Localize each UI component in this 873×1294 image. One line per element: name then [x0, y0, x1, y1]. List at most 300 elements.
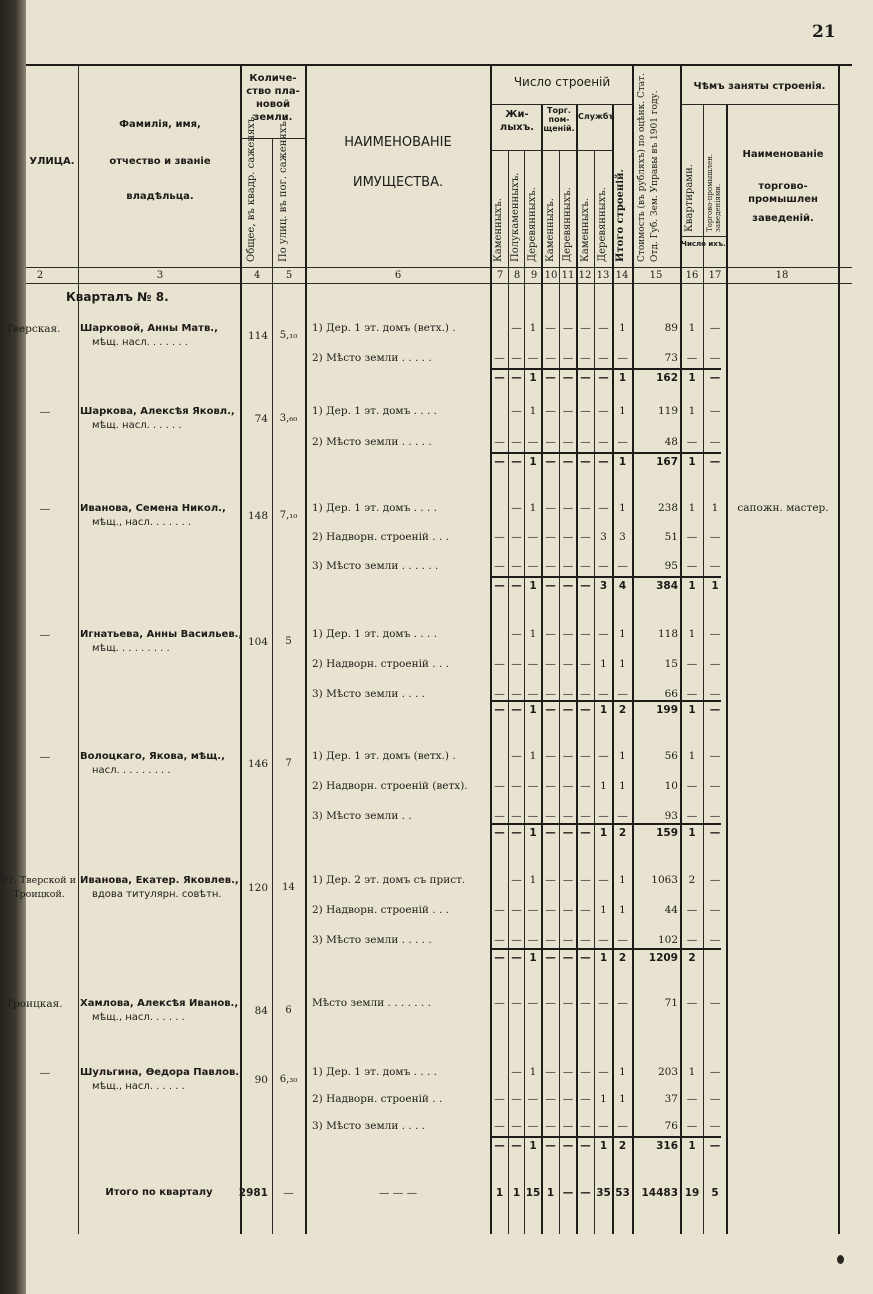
subtotal-count-cell: —	[545, 704, 556, 716]
subtotal-trade-count: —	[709, 704, 721, 716]
owner-land-street: 3,₆₀	[279, 413, 298, 424]
owner-status: насл. . . . . . . . .	[92, 765, 171, 776]
subtotal-count-cell: —	[545, 580, 556, 592]
apartments-count: —	[686, 934, 698, 946]
property-value: 66	[664, 688, 678, 700]
property-item: Мѣсто земли . . . . . . .	[312, 997, 431, 1009]
building-count-cell: —	[511, 780, 522, 792]
building-count-cell: 1	[619, 780, 626, 792]
header-col-wood: Деревянныхъ.	[527, 187, 538, 262]
building-count-cell: —	[511, 688, 522, 700]
subtotal-count-cell: —	[562, 372, 574, 384]
header-commercial: Торг. пом- щеній.	[543, 106, 575, 133]
colnum: 5	[285, 270, 293, 281]
total-property: — — —	[378, 1187, 418, 1199]
building-count-cell: —	[562, 904, 574, 916]
subtotal-count-cell: —	[580, 580, 591, 592]
subtotal-count-cell: —	[580, 1140, 591, 1152]
col-divider	[726, 104, 728, 1234]
property-item: 1) Дер. 1 эт. домъ (ветх.) .	[312, 322, 456, 334]
property-item: 2) Надворн. строеній . . .	[312, 531, 449, 543]
owner-status: вдова титулярн. совѣтн.	[92, 889, 222, 900]
apartments-count: —	[686, 352, 698, 364]
building-count-cell: —	[580, 1093, 591, 1105]
subtotal-count-cell: 1	[599, 1140, 608, 1152]
owner-land-street: 6,₃₀	[279, 1074, 298, 1085]
owner-land-total: 148	[247, 510, 268, 522]
building-count-cell: —	[617, 997, 628, 1009]
subtotal-count-cell: 1	[599, 952, 608, 964]
subtotal-count-cell: —	[580, 827, 591, 839]
subtotal-count-cell: —	[511, 580, 522, 592]
property-item: 1) Дер. 1 эт. домъ . . . .	[312, 628, 437, 640]
trade-count: —	[709, 874, 721, 886]
subtotal-count-cell: —	[545, 952, 556, 964]
building-count-cell: —	[494, 658, 505, 670]
building-count-cell: —	[527, 780, 539, 792]
building-count-cell: 1	[529, 322, 537, 334]
property-item: 1) Дер. 1 эт. домъ . . . .	[312, 405, 437, 417]
building-count-cell: —	[494, 560, 505, 572]
subtotal-count-cell: 1	[529, 952, 537, 964]
owner-status: мѣщ. насл. . . . . .	[92, 420, 182, 431]
subtotal-count-cell: —	[511, 704, 522, 716]
building-count-cell: —	[494, 436, 505, 448]
building-count-cell: —	[562, 560, 574, 572]
building-count-cell: —	[511, 1093, 522, 1105]
building-count-cell: —	[527, 904, 539, 916]
apartments-count: —	[686, 997, 698, 1009]
trade-count: —	[709, 810, 721, 822]
total-land: 2981	[238, 1187, 268, 1199]
building-count-cell: —	[511, 352, 522, 364]
property-value: 73	[664, 352, 678, 364]
building-count-cell: 1	[529, 405, 537, 417]
trade-count: —	[709, 436, 721, 448]
header-owner-line3: владѣльца.	[126, 191, 194, 202]
header-col-total: Итого строеній.	[615, 169, 626, 262]
colnum: 17	[708, 270, 722, 281]
building-count-cell: —	[580, 934, 591, 946]
building-count-cell: —	[545, 934, 556, 946]
header-occupied-group: Чѣмъ заняты строенія.	[693, 81, 826, 92]
total-count-cell: 53	[615, 1187, 630, 1199]
colnum: 14	[615, 270, 629, 281]
apartments-count: —	[686, 1120, 698, 1132]
owner-name: Иванова, Екатер. Яковлев.,	[80, 875, 239, 886]
apartments-count: —	[686, 688, 698, 700]
header-col-stone: Каменныхъ.	[580, 198, 591, 262]
building-count-cell: —	[580, 874, 591, 886]
subtotal-rule	[491, 1136, 721, 1138]
building-count-cell: —	[598, 810, 609, 822]
subtotal-rule	[491, 700, 721, 702]
col-divider	[838, 64, 840, 1234]
subtotal-count-cell: —	[562, 952, 574, 964]
building-count-cell: —	[617, 810, 628, 822]
header-owner-line2: отчество и званіе	[109, 156, 211, 167]
building-count-cell: —	[545, 1093, 556, 1105]
building-count-cell: —	[494, 531, 505, 543]
header-col-semistone: Полукаменныхъ.	[510, 172, 521, 262]
colnum: 13	[596, 270, 610, 281]
apartments-count: —	[686, 531, 698, 543]
subtotal-count-cell: —	[598, 372, 609, 384]
building-count-cell: —	[580, 1066, 591, 1078]
subtotal-count-cell: —	[545, 827, 556, 839]
property-item: 3) Мѣсто земли . . . . .	[312, 934, 432, 946]
owner-street: —	[39, 406, 51, 418]
block-title: Кварталъ № 8.	[66, 290, 169, 304]
subtotal-count-cell: —	[545, 1140, 556, 1152]
col-divider	[490, 64, 492, 1234]
building-count-cell: —	[562, 934, 574, 946]
owner-street: Троицкая.	[6, 998, 63, 1010]
building-count-cell: —	[527, 436, 539, 448]
owner-street: —	[39, 751, 51, 763]
header-bottom-rule	[26, 267, 852, 268]
subtotal-count-cell: —	[562, 704, 574, 716]
subtotal-apartments: 2	[688, 952, 696, 964]
subtotal-count-cell: —	[545, 372, 556, 384]
building-count-cell: —	[511, 997, 522, 1009]
building-count-cell: —	[545, 780, 556, 792]
building-count-cell: —	[598, 874, 609, 886]
building-count-cell: —	[580, 688, 591, 700]
subtotal-count-cell: —	[494, 704, 505, 716]
building-count-cell: —	[527, 1120, 539, 1132]
header-trade-establishments: Торгово-промышлен. заведеніями.	[706, 153, 722, 232]
trade-count: —	[709, 997, 721, 1009]
subtotal-count-cell: 3	[599, 580, 608, 592]
header-service: Службъ	[578, 112, 615, 121]
building-count-cell: 1	[600, 1093, 607, 1105]
apartments-count: —	[686, 658, 698, 670]
apartments-count: 1	[688, 750, 696, 762]
building-count-cell: —	[527, 531, 539, 543]
subtotal-count-cell: —	[580, 372, 591, 384]
building-count-cell: —	[598, 502, 609, 514]
trade-count: —	[709, 934, 721, 946]
owner-name: Шульгина, Ѳедора Павлов.,	[80, 1067, 243, 1078]
apartments-count: —	[686, 780, 698, 792]
building-count-cell: —	[598, 750, 609, 762]
building-count-cell: —	[562, 436, 574, 448]
subtotal-count-cell: —	[545, 456, 556, 468]
apartments-count: 2	[688, 874, 696, 886]
building-count-cell: —	[562, 874, 574, 886]
property-value: 1063	[651, 874, 678, 886]
colnum-bottom-rule	[26, 283, 852, 284]
building-count-cell: —	[511, 934, 522, 946]
building-count-cell: —	[580, 628, 591, 640]
subtotal-rule	[491, 823, 721, 825]
property-value: 71	[664, 997, 678, 1009]
property-value: 48	[664, 436, 678, 448]
subtotal-count-cell: —	[598, 456, 609, 468]
building-count-cell: —	[580, 352, 591, 364]
building-count-cell: —	[545, 560, 556, 572]
trade-count: —	[709, 322, 721, 334]
building-count-cell: —	[511, 874, 522, 886]
subtotal-count-cell: —	[494, 1140, 505, 1152]
building-count-cell: —	[545, 904, 556, 916]
subtotal-count-cell: 1	[529, 456, 537, 468]
property-item: 2) Надворн. строеній . . .	[312, 904, 449, 916]
building-count-cell: —	[580, 560, 591, 572]
owner-land-street: 14	[282, 882, 295, 893]
property-value: 95	[664, 560, 678, 572]
total-count-cell: —	[580, 1187, 591, 1199]
col-divider	[272, 138, 273, 1234]
building-count-cell: 1	[529, 750, 537, 762]
subtotal-count-cell: —	[562, 456, 574, 468]
colnum: 15	[649, 270, 663, 281]
building-count-cell: —	[598, 352, 609, 364]
owner-land-total: 84	[254, 1005, 268, 1017]
building-count-cell: —	[598, 322, 609, 334]
building-count-cell: —	[545, 688, 556, 700]
building-count-cell: —	[598, 1120, 609, 1132]
header-value: Стоимость (въ рубляхъ) по оцѣнк. Стат. Отд. Губ. Зем. Управы въ 1901 году.	[637, 72, 660, 262]
apartments-count: 1	[688, 1066, 696, 1078]
building-count-cell: —	[562, 997, 574, 1009]
property-value: 89	[664, 322, 678, 334]
building-count-cell: —	[527, 810, 539, 822]
subtotal-apartments: 1	[688, 1140, 696, 1152]
header-apartments: Квартирами.	[684, 164, 695, 232]
building-count-cell: 1	[600, 904, 607, 916]
trade-name: сапожн. мастер.	[737, 502, 829, 514]
colnum: 6	[394, 270, 402, 281]
building-count-cell: —	[562, 531, 574, 543]
header-col-wood: Деревянныхъ.	[562, 187, 573, 262]
building-count-cell: 1	[619, 1066, 626, 1078]
building-count-cell: —	[494, 997, 505, 1009]
trade-count: —	[709, 405, 721, 417]
building-count-cell: 3	[600, 531, 607, 543]
building-count-cell: 1	[529, 502, 537, 514]
header-buildings-group: Число строеній	[513, 75, 611, 89]
owner-name: Иванова, Семена Никол.,	[80, 503, 226, 514]
subtotal-count-cell: —	[511, 827, 522, 839]
trade-count: —	[709, 688, 721, 700]
owner-land-total: 146	[247, 758, 268, 770]
building-count-cell: 1	[619, 628, 626, 640]
building-count-cell: —	[527, 934, 539, 946]
subtotal-rule	[491, 452, 721, 454]
building-count-cell: —	[494, 688, 505, 700]
subtotal-count-cell: —	[494, 580, 505, 592]
property-item: 3) Мѣсто земли . . . .	[312, 688, 426, 700]
property-value: 51	[664, 531, 678, 543]
owner-status: мѣщ., насл. . . . . . .	[92, 517, 192, 528]
building-count-cell: —	[580, 750, 591, 762]
subtotal-rule	[491, 368, 721, 370]
building-count-cell: —	[617, 1120, 628, 1132]
building-count-cell: —	[562, 405, 574, 417]
header-col-stone: Каменныхъ.	[493, 198, 504, 262]
subtotal-count-cell: 1	[599, 827, 608, 839]
col-divider	[632, 64, 634, 1234]
total-street-len: —	[283, 1187, 294, 1199]
building-count-cell: —	[562, 810, 574, 822]
subtotal-count-cell: 2	[618, 827, 627, 839]
header-col-wood: Деревянныхъ.	[597, 187, 608, 262]
building-count-cell: —	[562, 750, 574, 762]
trade-count: —	[709, 1066, 721, 1078]
colnum: 4	[253, 270, 261, 281]
building-count-cell: —	[580, 658, 591, 670]
header-trade-name-line2: торгово-промышлен	[748, 181, 818, 205]
building-count-cell: —	[511, 658, 522, 670]
trade-count: —	[709, 750, 721, 762]
book-spine-edge	[0, 0, 26, 1294]
subtotal-rule	[491, 948, 721, 950]
owner-name: Игнатьева, Анны Васильев.,	[80, 629, 243, 640]
header-owner-line1: Фамилія, имя,	[119, 119, 201, 130]
owner-name: Шаркова, Алексѣя Яковл.,	[80, 406, 235, 417]
building-count-cell: —	[527, 560, 539, 572]
property-item: 1) Дер. 1 эт. домъ . . . .	[312, 502, 437, 514]
col-divider	[78, 64, 79, 1234]
building-count-cell: —	[598, 997, 609, 1009]
subtotal-count-cell: —	[580, 456, 591, 468]
building-count-cell: —	[494, 934, 505, 946]
property-item: 2) Мѣсто земли . . . . .	[312, 352, 432, 364]
subtotal-count-cell: 1	[529, 580, 537, 592]
building-count-cell: —	[545, 810, 556, 822]
property-item: 3) Мѣсто земли . . . . . .	[312, 560, 439, 572]
subtotal-count-cell: 1	[529, 1140, 537, 1152]
subtotal-trade-count: —	[709, 372, 721, 384]
building-count-cell: —	[511, 405, 522, 417]
building-count-cell: —	[511, 810, 522, 822]
building-count-cell: —	[545, 531, 556, 543]
building-count-cell: 1	[529, 1066, 537, 1078]
building-count-cell: —	[494, 352, 505, 364]
trade-count: —	[709, 904, 721, 916]
owner-status: мѣщ. насл. . . . . . .	[92, 337, 188, 348]
header-col-stone: Каменныхъ.	[545, 198, 556, 262]
colnum: 10	[544, 270, 558, 281]
subtotal-count-cell: —	[494, 827, 505, 839]
subtotal-count-cell: 1	[529, 372, 537, 384]
owner-street: —	[39, 503, 51, 515]
property-value: 37	[664, 1093, 678, 1105]
colnum: 2	[36, 270, 44, 281]
building-count-cell: 1	[619, 405, 626, 417]
building-count-cell: —	[511, 750, 522, 762]
building-count-cell: —	[580, 1120, 591, 1132]
building-count-cell: —	[617, 352, 628, 364]
owner-street: —	[39, 629, 51, 641]
colnum: 11	[561, 270, 575, 281]
total-value: 14483	[641, 1187, 678, 1199]
header-subrule	[491, 150, 612, 151]
subtotal-trade-count: —	[709, 456, 721, 468]
trade-count: —	[709, 1120, 721, 1132]
building-count-cell: 1	[529, 874, 537, 886]
building-count-cell: —	[580, 436, 591, 448]
owner-land-total: 114	[247, 330, 268, 342]
building-count-cell: —	[527, 997, 539, 1009]
subtotal-count-cell: —	[511, 952, 522, 964]
building-count-cell: 1	[619, 658, 626, 670]
subtotal-count-cell: —	[580, 952, 591, 964]
building-count-cell: —	[562, 688, 574, 700]
subtotal-count-cell: —	[580, 704, 591, 716]
building-count-cell: —	[545, 658, 556, 670]
total-apartments: 19	[684, 1187, 700, 1199]
building-count-cell: —	[494, 810, 505, 822]
building-count-cell: —	[545, 628, 556, 640]
colnum: 9	[530, 270, 538, 281]
trade-count: 1	[711, 502, 719, 514]
building-count-cell: —	[580, 502, 591, 514]
building-count-cell: —	[562, 1066, 574, 1078]
property-item: 2) Надворн. строеній (ветх).	[312, 780, 468, 792]
building-count-cell: —	[598, 934, 609, 946]
subtotal-count-cell: —	[494, 456, 505, 468]
subtotal-count-cell: —	[511, 1140, 522, 1152]
header-property-line2: ИМУЩЕСТВА.	[352, 175, 444, 190]
total-count-cell: 1	[546, 1187, 555, 1199]
building-count-cell: —	[617, 688, 628, 700]
subtotal-apartments: 1	[688, 456, 696, 468]
apartments-count: 1	[688, 405, 696, 417]
building-count-cell: —	[580, 405, 591, 417]
building-count-cell: —	[562, 1093, 574, 1105]
trade-count: —	[709, 1093, 721, 1105]
header-trade-name-line3: заведеній.	[752, 213, 814, 224]
building-count-cell: —	[545, 1066, 556, 1078]
building-count-cell: —	[511, 531, 522, 543]
building-count-cell: —	[617, 436, 628, 448]
colnum: 12	[578, 270, 592, 281]
trade-count: —	[709, 352, 721, 364]
building-count-cell: 1	[619, 502, 626, 514]
trade-count: —	[709, 628, 721, 640]
building-count-cell: —	[598, 436, 609, 448]
subtotal-apartments: 1	[688, 580, 696, 592]
property-item: 1) Дер. 1 эт. домъ (ветх.) .	[312, 750, 456, 762]
building-count-cell: —	[545, 997, 556, 1009]
property-value: 76	[664, 1120, 678, 1132]
building-count-cell: —	[598, 1066, 609, 1078]
subtotal-apartments: 1	[688, 704, 696, 716]
building-count-cell: —	[527, 658, 539, 670]
apartments-count: 1	[688, 502, 696, 514]
trade-count: —	[709, 658, 721, 670]
property-value: 10	[664, 780, 678, 792]
building-count-cell: —	[494, 1093, 505, 1105]
property-item: 3) Мѣсто земли . . . .	[312, 1120, 426, 1132]
building-count-cell: —	[494, 1120, 505, 1132]
header-subrule	[681, 236, 726, 237]
subtotal-count-cell: —	[562, 1140, 574, 1152]
building-count-cell: —	[562, 658, 574, 670]
property-value: 118	[657, 628, 678, 640]
apartments-count: —	[686, 436, 698, 448]
colnum: 3	[156, 270, 164, 281]
building-count-cell: —	[598, 688, 609, 700]
building-count-cell: 1	[619, 322, 626, 334]
property-item: 2) Надворн. строеній . .	[312, 1093, 443, 1105]
property-value: 93	[664, 810, 678, 822]
subtotal-value: 384	[656, 580, 678, 592]
header-street: УЛИЦА.	[29, 156, 75, 167]
